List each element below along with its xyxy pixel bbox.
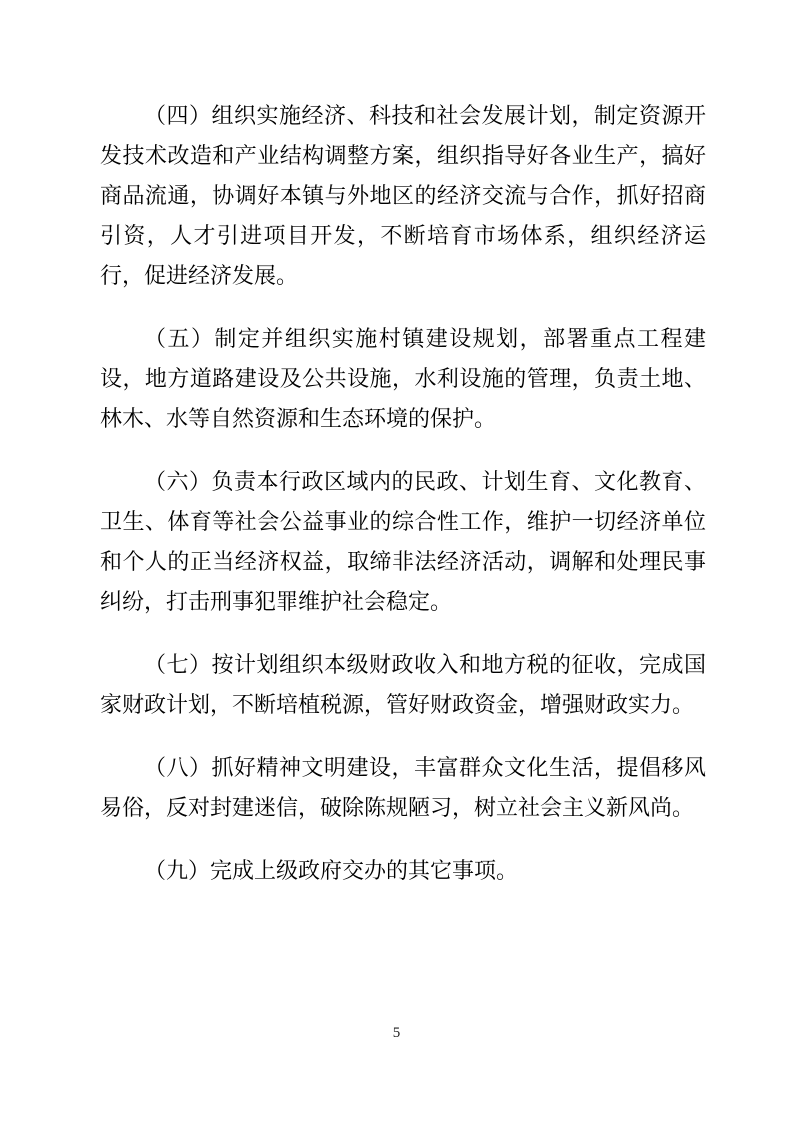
paragraph-item-4: （四）组织实施经济、科技和社会发展计划，制定资源开发技术改造和产业结构调整方案，组织指导好各业生产，搞好商品流通，协调好本镇与外地区的经济交流与合作，抓好招商引资，人才引进项目开发，不断培育市场体系，组织经济运行，促进经济发展。 <box>100 103 706 288</box>
paragraph-item-8: （八）抓好精神文明建设，丰富群众文化生活，提倡移风易俗，反对封建迷信，破除陈规陋习，树立社会主义新风尚。 <box>100 755 706 820</box>
page-number: 5 <box>392 1025 401 1041</box>
paragraph-item-7: （七）按计划组织本级财政收入和地方税的征收，完成国家财政计划，不断培植税源，管好财政资金，增强财政实力。 <box>100 652 706 717</box>
document-body <box>100 96 706 914</box>
paragraph-item-5: （五）制定并组织实施村镇建设规划，部署重点工程建设，地方道路建设及公共设施，水利设施的管理，负责土地、林木、水等自然资源和生态环境的保护。 <box>100 326 706 431</box>
paragraph-item-9: （九）完成上级政府交办的其它事项。 <box>144 858 519 883</box>
paragraph-item-6: （六）负责本行政区域内的民政、计划生育、文化教育、卫生、体育等社会公益事业的综合性工作，维护一切经济单位和个人的正当经济权益，取缔非法经济活动，调解和处理民事纠纷，打击刑事犯罪维护社会稳定。 <box>100 469 706 614</box>
